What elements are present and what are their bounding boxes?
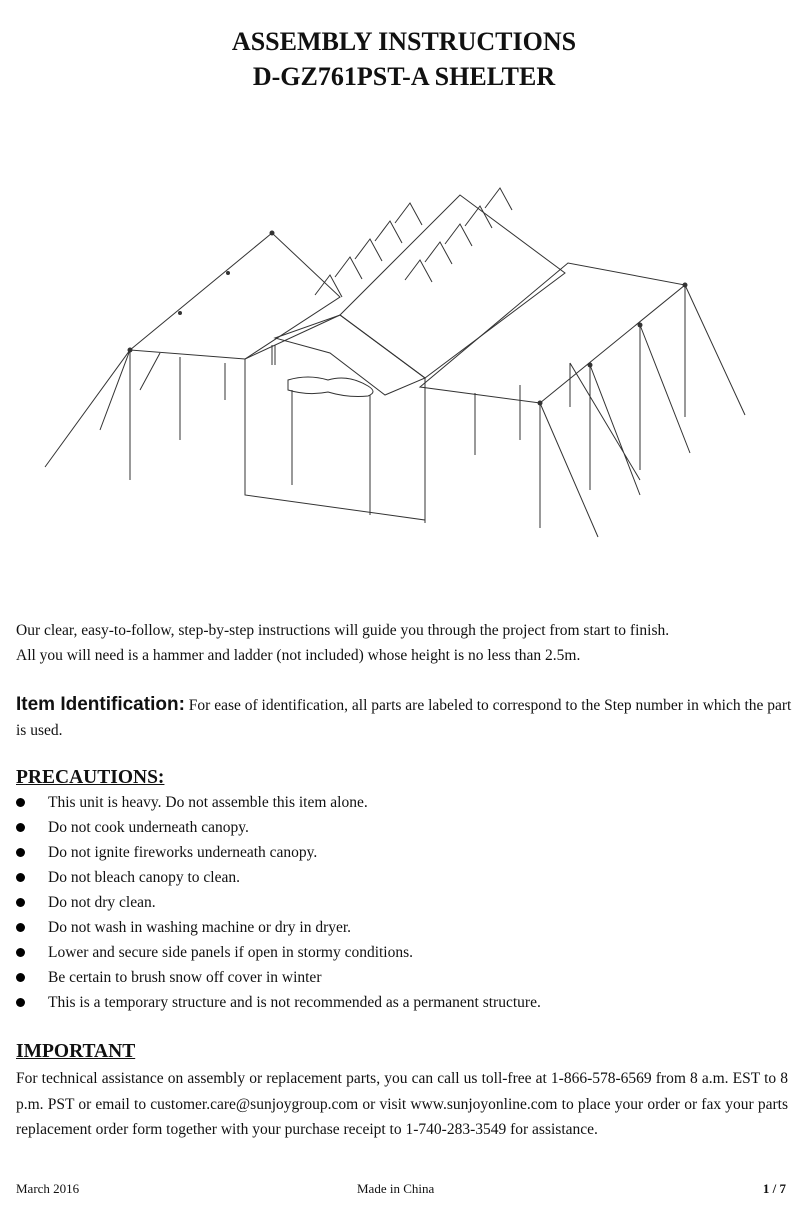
footer-date: March 2016 — [16, 1181, 80, 1196]
bullet-icon — [16, 973, 25, 982]
precaution-text: This unit is heavy. Do not assemble this item alone. — [48, 794, 368, 811]
main-roof-front-slope — [275, 315, 425, 395]
precaution-item — [16, 790, 541, 815]
precaution-item — [16, 815, 541, 840]
bullet-icon — [16, 923, 25, 932]
precaution-text: Lower and secure side panels if open in stormy conditions. — [48, 944, 414, 961]
precaution-text: This is a temporary structure and is not recommended as a permanent structure. — [48, 994, 541, 1011]
shelter-illustration — [30, 185, 775, 550]
precaution-item — [16, 915, 541, 940]
document-title: ASSEMBLY INSTRUCTIONS — [231, 27, 577, 56]
intro-line-1: Our clear, easy-to-follow, step-by-step instructions will guide you through the project from start to finish. — [16, 622, 670, 639]
important-text: For technical assistance on assembly or replacement parts, you can call us toll-free at 1-866-578-6569 from 8 a.m. EST to 8 p.m. PST or email to customer.care@sunjoygroup.com or visit www.sunjoyonline.com to place your order or fax your parts replacement order form together with your purchase receipt to 1-740-283-3549 for assistance. — [16, 1070, 788, 1138]
footer-page-number: 1 / 7 — [762, 1181, 786, 1196]
bullet-icon — [16, 948, 25, 957]
precaution-item — [16, 865, 541, 890]
support-poles — [130, 285, 685, 528]
precautions-heading: PRECAUTIONS: — [16, 767, 165, 788]
precaution-item — [16, 965, 541, 990]
roof-flaps — [315, 188, 512, 297]
precaution-text: Do not bleach canopy to clean. — [48, 869, 240, 886]
bullet-icon — [16, 798, 25, 807]
bullet-icon — [16, 998, 25, 1007]
bullet-icon — [16, 848, 25, 857]
left-wing-roof — [130, 233, 340, 359]
bullet-icon — [16, 898, 25, 907]
intro-line-2: All you will need is a hammer and ladder (not included) whose height is no less than 2.5m. — [16, 647, 581, 664]
precaution-text: Do not wash in washing machine or dry in dryer. — [48, 919, 352, 936]
item-identification-text: For ease of identification, all parts are labeled to correspond to the Step number in which the part is used. — [16, 697, 792, 739]
important-heading: IMPORTANT — [16, 1041, 136, 1062]
precaution-item — [16, 940, 541, 965]
precautions-list — [16, 790, 541, 1015]
precaution-text: Be certain to brush snow off cover in winter — [48, 969, 322, 986]
precaution-item — [16, 890, 541, 915]
bullet-icon — [16, 873, 25, 882]
right-wing-roof — [420, 263, 685, 403]
precaution-text: Do not cook underneath canopy. — [48, 819, 249, 836]
item-identification — [16, 692, 792, 743]
rolled-door — [288, 377, 373, 397]
precaution-text: Do not dry clean. — [48, 894, 156, 911]
main-roof-rear-slope — [340, 195, 565, 378]
precaution-text: Do not ignite fireworks underneath canopy. — [48, 844, 318, 861]
product-model-title: D-GZ761PST-A SHELTER — [252, 62, 556, 91]
footer-made-in: Made in China — [357, 1181, 435, 1196]
bullet-icon — [16, 823, 25, 832]
precaution-item — [16, 840, 541, 865]
item-identification-label: Item Identification: — [16, 694, 185, 715]
precaution-item — [16, 990, 541, 1015]
